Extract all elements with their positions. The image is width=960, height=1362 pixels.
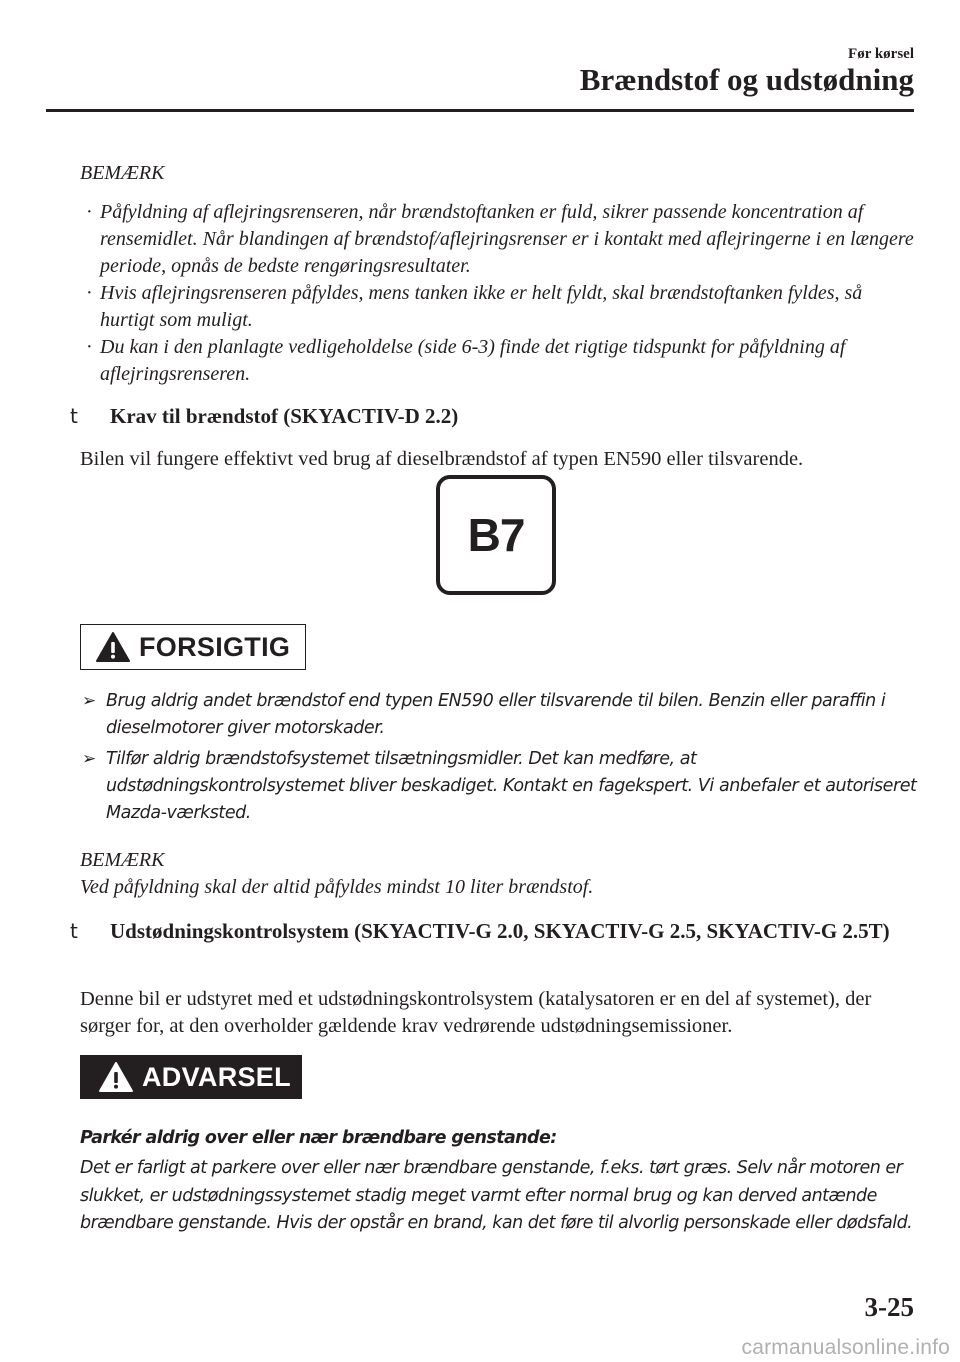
- warning-triangle-icon: [98, 1061, 134, 1093]
- caution-item: ➢ Tilfør aldrig brændstofsystemet tilsætningsmidler. Det kan medføre, at udstødningskontrolsystemet bliver beskadiget. Kontakt en fagekspert. Vi anbefaler et autoriseret Mazda-værksted.: [80, 746, 920, 827]
- emission-system-text: Denne bil er udstyret med et udstødningskontrolsystem (katalysatoren er en del af systemet), der sørger for, at den overholder gældende krav vedrørende udstødningsemissioner.: [80, 988, 872, 1037]
- warning-triangle-icon: [95, 631, 131, 663]
- arrow-bullet-icon: ➢: [82, 749, 96, 769]
- caution-item: ➢ Brug aldrig andet brændstof end typen EN590 eller tilsvarende til bilen. Benzin eller paraffin i dieselmotorer giver motorskader.: [80, 688, 920, 742]
- bullet-icon: ·: [86, 282, 93, 304]
- b7-fuel-symbol: [436, 475, 556, 595]
- warning-label: ADVARSEL: [142, 1061, 291, 1092]
- note-item: · Hvis aflejringsrenseren påfyldes, mens tanken ikke er helt fyldt, skal brændstoftanken fyldes, så hurtigt som muligt.: [86, 282, 863, 331]
- note-item: · Du kan i den planlagte vedligeholdelse (side 6-3) finde det rigtige tidspunkt for påfyldning af aflejringsrenseren.: [86, 336, 846, 385]
- note-label: BEMÆRK: [80, 849, 165, 871]
- note-list: [80, 199, 920, 388]
- note-label: BEMÆRK: [80, 162, 165, 184]
- fuel-requirement-text: Bilen vil fungere effektivt ved brug af dieselbrændstof af typen EN590 eller tilsvarende.: [80, 448, 804, 470]
- warning-body: Det er farligt at parkere over eller nær brændbare genstande, f.eks. tørt græs. Selv når motoren er slukket, er udstødningssystemet stadig meget varmt efter normal brug og kan derved antænde brændbare genstande. Hvis der opstår en brand, kan det føre til alvorlig personskade eller dødsfald.: [80, 1158, 913, 1233]
- b7-symbol-label: B7: [467, 509, 525, 561]
- warning-header: [80, 1055, 302, 1099]
- arrow-bullet-icon: ➢: [82, 691, 96, 711]
- watermark: carmanualsonline.info: [741, 1336, 950, 1359]
- section-heading: [70, 917, 920, 945]
- header-rule: [46, 109, 914, 112]
- page-number: 3-25: [864, 1292, 914, 1322]
- section-heading-text: Krav til brændstof (SKYACTIV-D 2.2): [110, 404, 459, 428]
- section-heading: [70, 402, 920, 430]
- bullet-icon: ·: [86, 201, 93, 223]
- bullet-icon: ·: [86, 336, 93, 358]
- section-title: Brændstof og udstødning: [579, 62, 914, 97]
- section-marker-icon: t: [70, 919, 78, 943]
- caution-list: [80, 688, 920, 831]
- chapter-label: Før kørsel: [848, 46, 914, 62]
- note-item: · Påfyldning af aflejringsrenseren, når brændstoftanken er fuld, sikrer passende koncentration af rensemidlet. Når blandingen af brændstof/aflejringsrenser er i kontakt med aflejringerne i en længere periode, opnås de bedste rengøringsresultater.: [86, 201, 914, 277]
- section-heading-text: Udstødningskontrolsystem (SKYACTIV-G 2.0, SKYACTIV-G 2.5, SKYACTIV-G 2.5T): [110, 919, 890, 943]
- warning-title: Parkér aldrig over eller nær brændbare genstande:: [80, 1128, 557, 1148]
- section-marker-icon: t: [70, 404, 78, 428]
- caution-header: [80, 624, 306, 670]
- caution-label: FORSIGTIG: [139, 631, 291, 662]
- note-text: Ved påfyldning skal der altid påfyldes mindst 10 liter brændstof.: [80, 876, 594, 898]
